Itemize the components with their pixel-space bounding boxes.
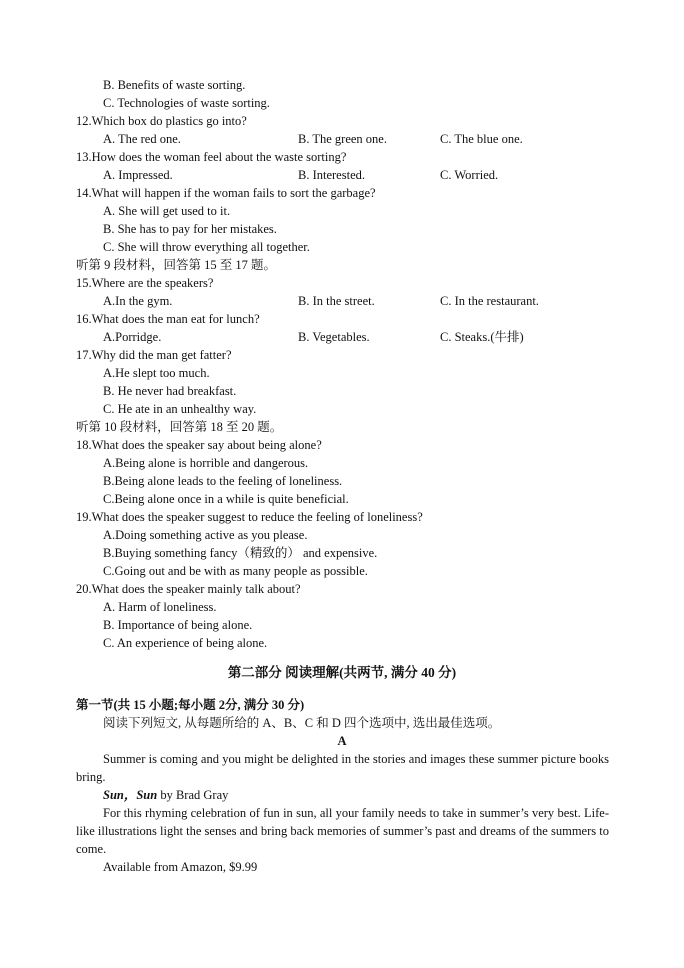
q13-stem: 13.How does the woman feel about the waste sorting? bbox=[76, 150, 347, 164]
q16-option-b: B. Vegetables. bbox=[298, 330, 370, 344]
q13-option-c: C. Worried. bbox=[440, 168, 499, 182]
q19-stem: 19.What does the speaker suggest to reduce the feeling of loneliness? bbox=[76, 510, 423, 524]
passage-label: A bbox=[337, 734, 347, 748]
book-author: by Brad Gray bbox=[157, 788, 229, 802]
book-entry bbox=[103, 786, 228, 804]
q18-option-a: A.Being alone is horrible and dangerous. bbox=[103, 456, 309, 470]
q15-option-a: A.In the gym. bbox=[103, 294, 173, 308]
q18-option-c: C.Being alone once in a while is quite beneficial. bbox=[103, 492, 349, 506]
q18-stem: 18.What does the speaker say about being alone? bbox=[76, 438, 322, 452]
q17-stem: 17.Why did the man get fatter? bbox=[76, 348, 232, 362]
q16-stem: 16.What does the man eat for lunch? bbox=[76, 312, 260, 326]
q14-option-a: A. She will get used to it. bbox=[103, 204, 231, 218]
q20-option-b: B. Importance of being alone. bbox=[103, 618, 253, 632]
q12-option-c: C. The blue one. bbox=[440, 132, 523, 146]
book-title: Sun，Sun bbox=[103, 788, 158, 802]
listening-passage-9-heading: 听第 9 段材料，回答第 15 至 17 题。 bbox=[76, 258, 277, 272]
q13-option-a: A. Impressed. bbox=[103, 168, 173, 182]
q17-option-a: A.He slept too much. bbox=[103, 366, 210, 380]
q13-option-b: B. Interested. bbox=[298, 168, 365, 182]
q12-option-a: A. The red one. bbox=[103, 132, 181, 146]
q18-option-b: B.Being alone leads to the feeling of loneliness. bbox=[103, 474, 343, 488]
q15-option-c: C. In the restaurant. bbox=[440, 294, 539, 308]
q15-option-b: B. In the street. bbox=[298, 294, 375, 308]
reading-instruction: 阅读下列短文, 从每题所给的 A、B、C 和 D 四个选项中, 选出最佳选项。 bbox=[103, 716, 501, 730]
q12-stem: 12.Which box do plastics go into? bbox=[76, 114, 247, 128]
q20-option-a: A. Harm of loneliness. bbox=[103, 600, 217, 614]
q11-option-b: B. Benefits of waste sorting. bbox=[103, 78, 246, 92]
q19-option-b: B.Buying something fancy（精致的） and expensive. bbox=[103, 546, 378, 560]
q12-option-b: B. The green one. bbox=[298, 132, 387, 146]
q14-stem: 14.What will happen if the woman fails to sort the garbage? bbox=[76, 186, 376, 200]
part-two-title: 第二部分 阅读理解(共两节, 满分 40 分) bbox=[227, 665, 457, 680]
q19-option-c: C.Going out and be with as many people as possible. bbox=[103, 564, 368, 578]
q20-stem: 20.What does the speaker mainly talk about? bbox=[76, 582, 301, 596]
q17-option-c: C. He ate in an unhealthy way. bbox=[103, 402, 257, 416]
book-availability: Available from Amazon, $9.99 bbox=[103, 860, 258, 874]
q17-option-b: B. He never had breakfast. bbox=[103, 384, 237, 398]
q19-option-a: A.Doing something active as you please. bbox=[103, 528, 308, 542]
book-description: For this rhyming celebration of fun in sun, all your family needs to take in summer’s very best. Life-like illustrations light the senses and bring back memories of summer’s past and dreams of the summers to come. bbox=[76, 806, 609, 856]
q16-option-a: A.Porridge. bbox=[103, 330, 162, 344]
listening-passage-10-heading: 听第 10 段材料，回答第 18 至 20 题。 bbox=[76, 420, 283, 434]
q16-option-c: C. Steaks.(牛排) bbox=[440, 330, 524, 344]
q15-stem: 15.Where are the speakers? bbox=[76, 276, 214, 290]
passage-intro: Summer is coming and you might be delighted in the stories and images these summer picture books bring. bbox=[76, 752, 609, 784]
q11-option-c: C. Technologies of waste sorting. bbox=[103, 96, 270, 110]
section-one-title: 第一节(共 15 小题;每小题 2分, 满分 30 分) bbox=[76, 698, 305, 712]
q20-option-c: C. An experience of being alone. bbox=[103, 636, 268, 650]
q14-option-c: C. She will throw everything all together. bbox=[103, 240, 310, 254]
q14-option-b: B. She has to pay for her mistakes. bbox=[103, 222, 277, 236]
